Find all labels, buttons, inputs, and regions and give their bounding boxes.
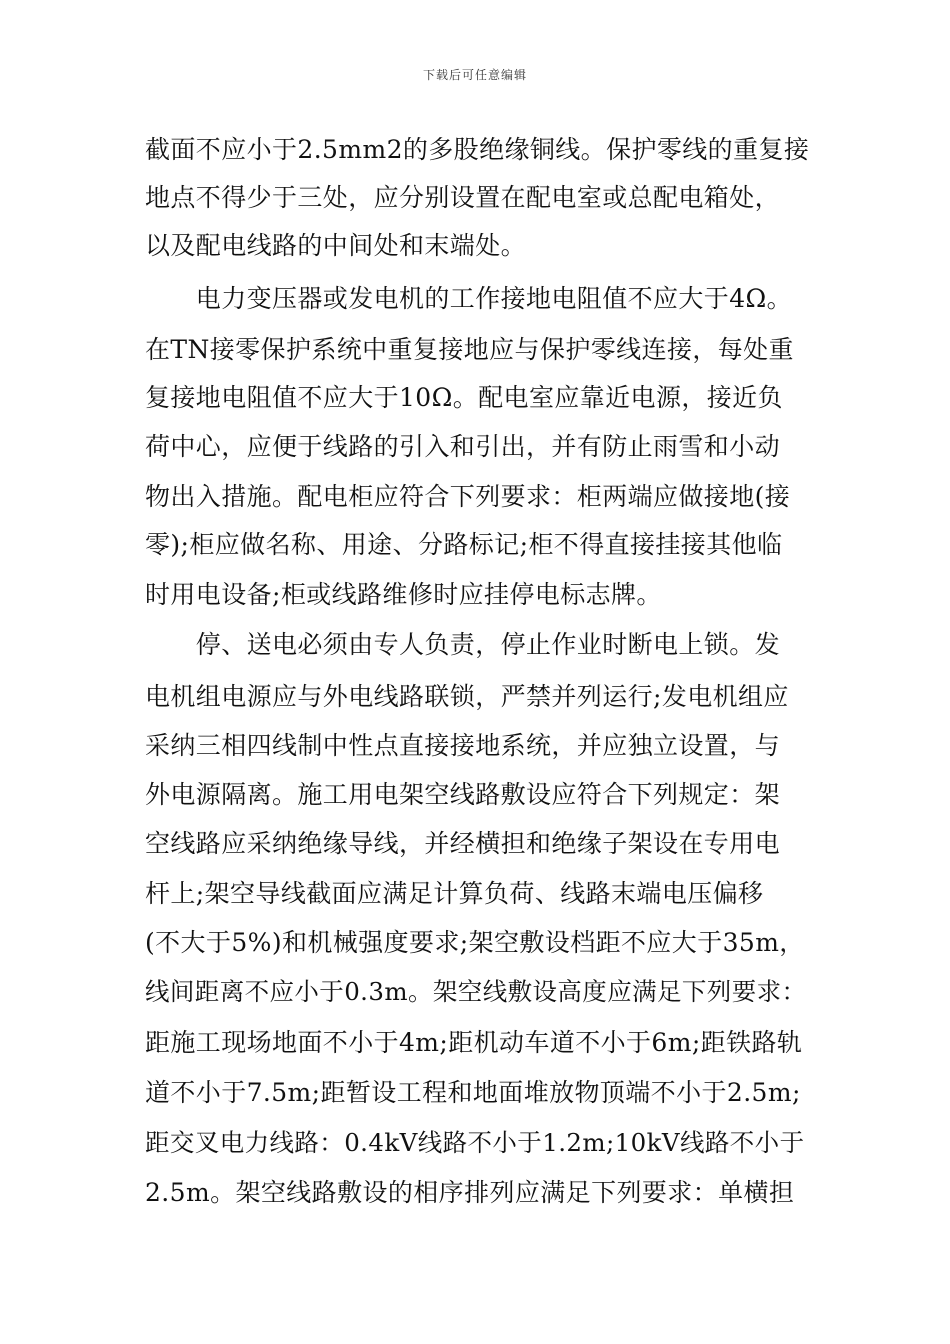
body-line: 2.5m。架空线路敷设的相序排列应满足下列要求：单横担	[145, 1178, 795, 1207]
body-line: 杆上;架空导线截面应满足计算负荷、线路末端电压偏移	[145, 879, 764, 908]
body-line: 道不小于7.5m;距暂设工程和地面堆放物顶端不小于2.5m;	[145, 1078, 801, 1107]
body-line: 以及配电线路的中间处和末端处。	[145, 231, 527, 260]
body-line: 在TN接零保护系统中重复接地应与保护零线连接，每处重	[145, 335, 794, 364]
body-line: 地点不得少于三处，应分别设置在配电室或总配电箱处，	[145, 183, 781, 212]
page-header: 下载后可任意编辑	[422, 68, 527, 82]
body-line: 电力变压器或发电机的工作接地电阻值不应大于4Ω。	[145, 284, 793, 313]
body-line: 空线路应采纳绝缘导线，并经横担和绝缘子架设在专用电	[145, 829, 781, 858]
body-line: 停、送电必须由专人负责，停止作业时断电上锁。发	[145, 630, 781, 659]
body-line: 外电源隔离。施工用电架空线路敷设应符合下列规定：架	[145, 780, 781, 809]
body-line: 距交叉电力线路：0.4kV线路不小于1.2m;10kV线路不小于	[145, 1128, 805, 1157]
body-line: 零);柜应做名称、用途、分路标记;柜不得直接挂接其他临	[145, 530, 783, 559]
body-line: 时用电设备;柜或线路维修时应挂停电标志牌。	[145, 580, 662, 609]
body-line: 荷中心，应便于线路的引入和引出，并有防止雨雪和小动	[145, 432, 781, 461]
body-line: 复接地电阻值不应大于10Ω。配电室应靠近电源，接近负	[145, 383, 783, 412]
body-line: 采纳三相四线制中性点直接接地系统，并应独立设置，与	[145, 731, 781, 760]
body-line: (不大于5%)和机械强度要求;架空敷设档距不应大于35m，	[145, 928, 805, 957]
body-line: 物出入措施。配电柜应符合下列要求：柜两端应做接地(接	[145, 482, 791, 511]
body-line: 截面不应小于2.5mm2的多股绝缘铜线。保护零线的重复接	[145, 135, 810, 164]
body-line: 电机组电源应与外电线路联锁，严禁并列运行;发电机组应	[145, 682, 789, 711]
body-line: 线间距离不应小于0.3m。架空线敷设高度应满足下列要求：	[145, 977, 807, 1006]
body-line: 距施工现场地面不小于4m;距机动车道不小于6m;距铁路轨	[145, 1028, 803, 1057]
